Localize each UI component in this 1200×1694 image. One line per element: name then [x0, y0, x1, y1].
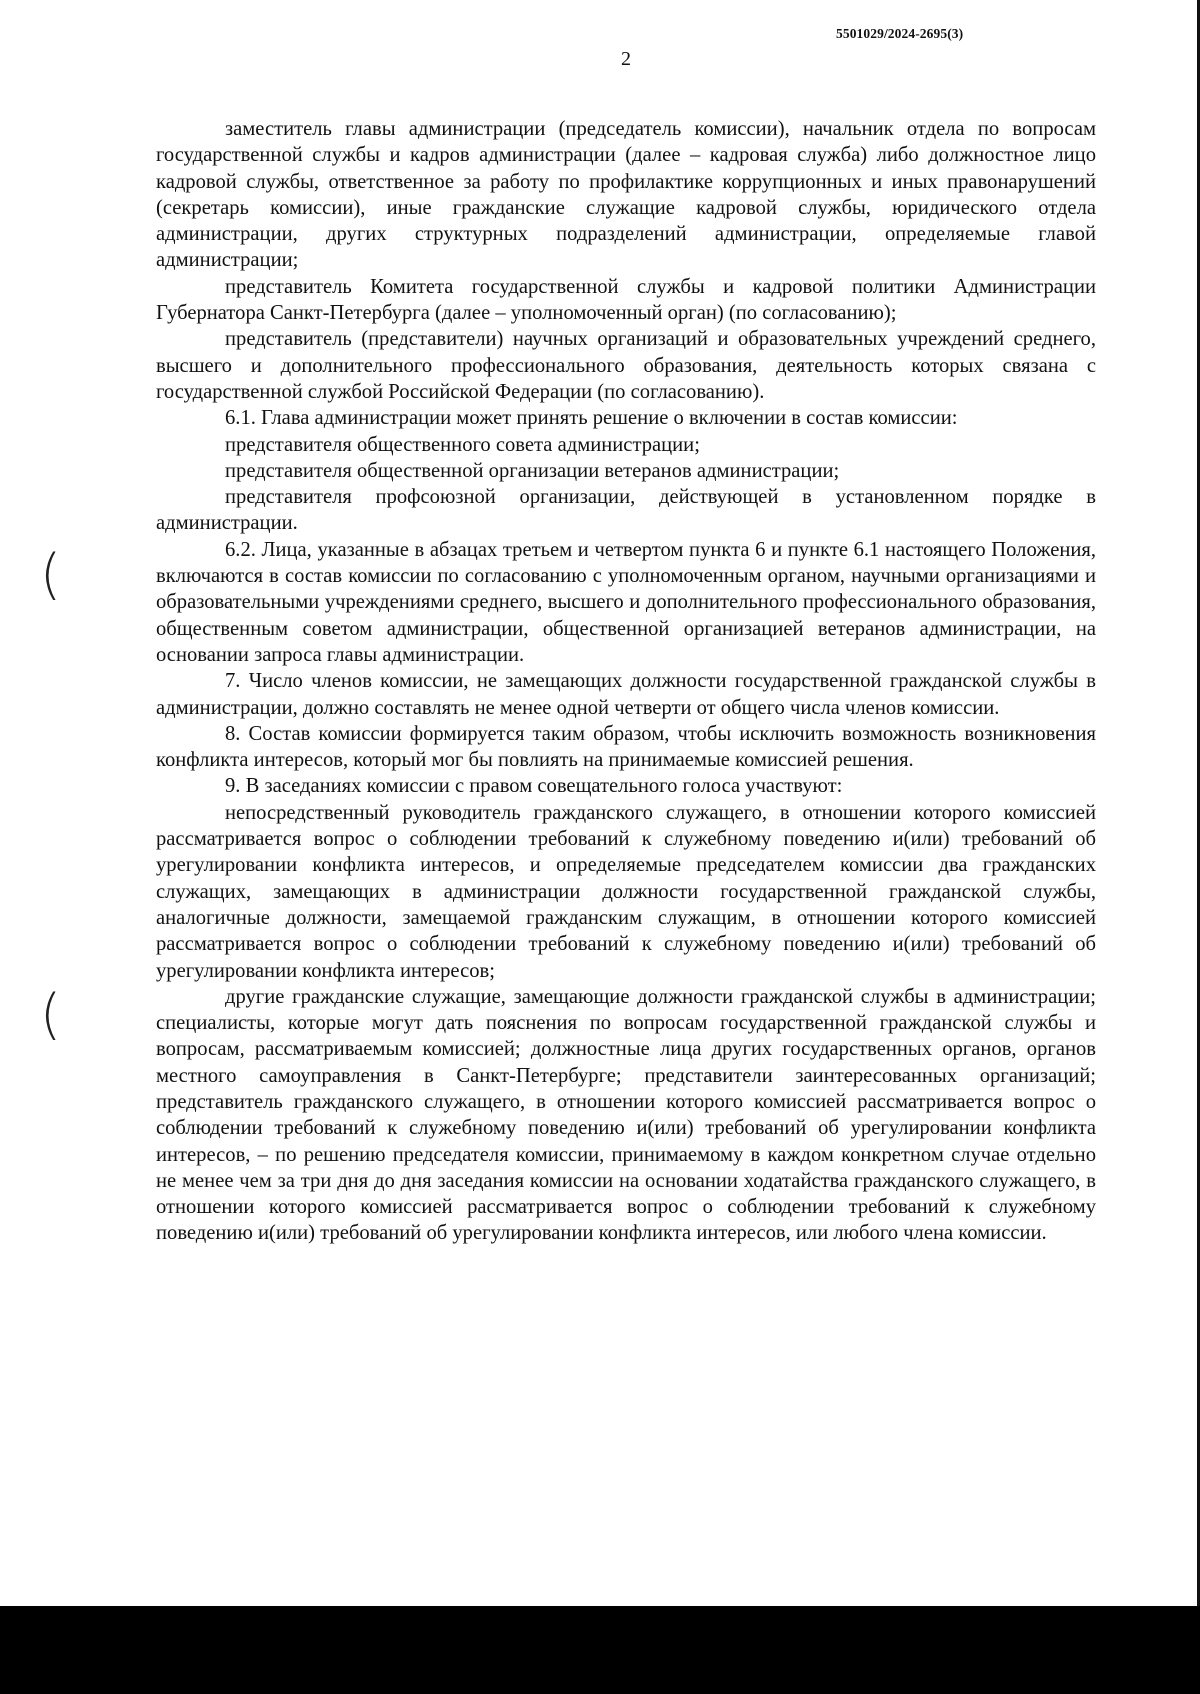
paragraph: представителя общественного совета администрации;	[225, 433, 700, 456]
margin-mark: (	[40, 543, 62, 606]
paragraph: 9. В заседаниях комиссии с правом совещательного голоса участвуют:	[225, 775, 843, 798]
paragraph: заместитель главы администрации (председатель комиссии), начальник отдела по вопросам государственной службы и кадров администрации (далее – кадровая служба) либо должностное лицо кадровой службы, ответственное за работу по профилактике коррупционных и иных правонарушений (секретарь комиссии), иные гражданские служащие кадровой службы, юридического отдела администрации, других структурных подразделений администрации, определяемые главой администрации;	[156, 118, 1096, 272]
margin-mark: (	[40, 983, 62, 1046]
document-body	[156, 116, 1096, 1247]
paragraph: представителя профсоюзной организации, действующей в установленном порядке в администрации.	[156, 486, 1096, 535]
paragraph: представитель Комитета государственной службы и кадровой политики Администрации Губернатора Санкт-Петербурга (далее – уполномоченный орган) (по согласованию);	[156, 275, 1096, 325]
document-id: 5501029/2024-2695(3)	[836, 26, 964, 41]
paragraph: другие гражданские служащие, замещающие должности гражданской службы в администрации; специалисты, которые могут дать пояснения по вопросам государственной гражданской службы и вопросам, рассматриваемым комиссией; должностные лица других государственных органов, органов местного самоуправления в Санкт-Петербурге; представители заинтересованных организаций; представитель гражданского служащего, в отношении которого комиссией рассматривается вопрос о соблюдении требований к служебному поведению и(или) требований об урегулировании конфликта интересов, – по решению председателя комиссии, принимаемому в каждом конкретном случае отдельно не менее чем за три дня до дня заседания комиссии на основании ходатайства гражданского служащего, в отношении которого комиссией рассматривается вопрос о соблюдении требований к служебному поведению и(или) требований об урегулировании конфликта интересов, или любого члена комиссии.	[156, 985, 1096, 1245]
paragraph: 8. Состав комиссии формируется таким образом, чтобы исключить возможность возникновения конфликта интересов, который мог бы повлиять на принимаемые комиссией решения.	[156, 722, 1096, 772]
paragraph: представителя общественной организации ветеранов администрации;	[225, 459, 840, 482]
paragraph: 6.1. Глава администрации может принять решение о включении в состав комиссии:	[225, 407, 958, 430]
paragraph: представитель (представители) научных организаций и образовательных учреждений среднего, высшего и дополнительного профессионального образования, деятельность которых связана с государственной службой Российской Федерации (по согласованию).	[156, 328, 1096, 403]
paragraph: непосредственный руководитель гражданского служащего, в отношении которого комиссией рассматривается вопрос о соблюдении требований к служебному поведению и(или) требований об урегулировании конфликта интересов, и определяемые председателем комиссии два гражданских служащих, замещающих в администрации должности государственной гражданской службы, аналогичные должности, замещаемой гражданским служащим, в отношении которого комиссией рассматривается вопрос о соблюдении требований к служебному поведению и(или) требований об урегулировании конфликта интересов;	[156, 801, 1096, 982]
paragraph: 6.2. Лица, указанные в абзацах третьем и четвертом пункта 6 и пункте 6.1 настоящего Положения, включаются в состав комиссии по согласованию с уполномоченным органом, научными организациями и образовательными учреждениями среднего, высшего и дополнительного профессионального образования, общественным советом администрации, общественной организацией ветеранов администрации, на основании запроса главы администрации.	[156, 538, 1096, 666]
paragraph: 7. Число членов комиссии, не замещающих должности государственной гражданской службы в администрации, должно составлять не менее одной четверти от общего числа членов комиссии.	[156, 670, 1096, 719]
scan-bottom-bar	[0, 1606, 1200, 1694]
page-number: 2	[621, 48, 631, 70]
